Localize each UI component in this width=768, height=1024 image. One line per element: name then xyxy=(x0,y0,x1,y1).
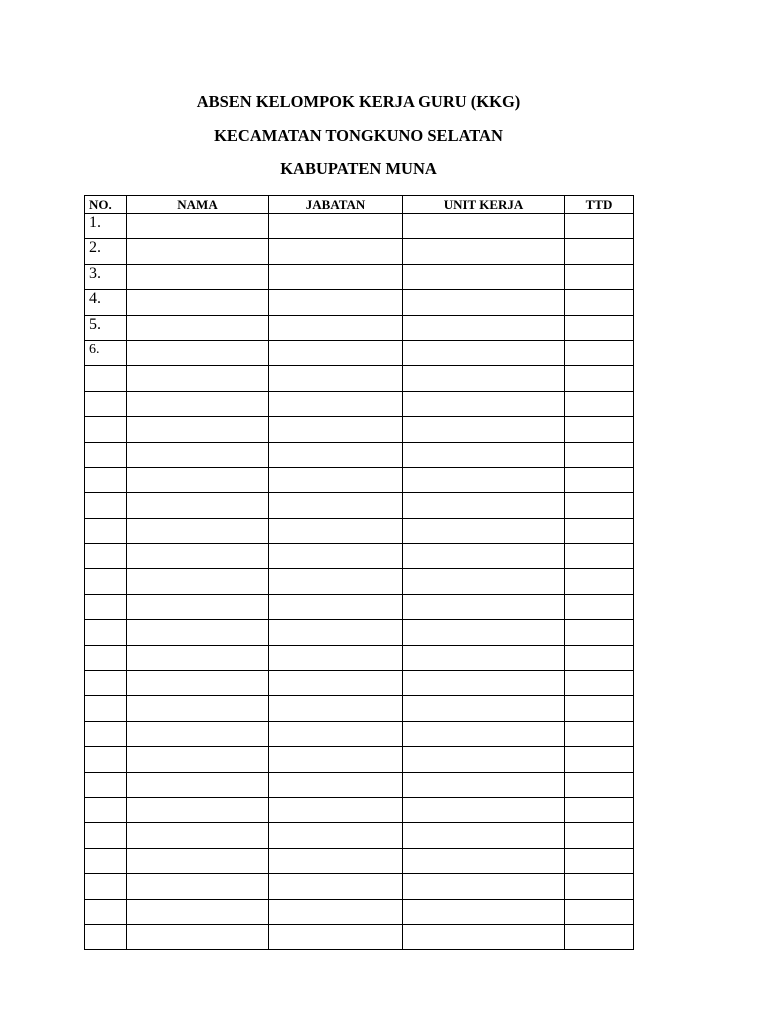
unit-kerja-cell xyxy=(403,620,565,645)
jabatan-cell xyxy=(269,594,403,619)
table-row xyxy=(85,417,634,442)
row-number-cell xyxy=(85,594,127,619)
row-number-cell xyxy=(85,544,127,569)
nama-cell xyxy=(127,239,269,264)
jabatan-cell xyxy=(269,239,403,264)
nama-cell xyxy=(127,696,269,721)
table-row xyxy=(85,340,634,365)
unit-kerja-cell xyxy=(403,721,565,746)
header-unit-kerja: UNIT KERJA xyxy=(403,196,565,214)
row-number-cell xyxy=(85,747,127,772)
nama-cell xyxy=(127,340,269,365)
jabatan-cell xyxy=(269,417,403,442)
row-number-cell xyxy=(85,391,127,416)
jabatan-cell xyxy=(269,772,403,797)
ttd-cell xyxy=(565,620,634,645)
ttd-cell xyxy=(565,290,634,315)
unit-kerja-cell xyxy=(403,899,565,924)
nama-cell xyxy=(127,671,269,696)
table-row xyxy=(85,696,634,721)
attendance-table xyxy=(84,195,634,950)
unit-kerja-cell xyxy=(403,340,565,365)
header-no: NO. xyxy=(85,196,127,214)
header-nama: NAMA xyxy=(127,196,269,214)
table-row xyxy=(85,544,634,569)
unit-kerja-cell xyxy=(403,442,565,467)
header-ttd: TTD xyxy=(565,196,634,214)
jabatan-cell xyxy=(269,899,403,924)
jabatan-cell xyxy=(269,264,403,289)
unit-kerja-cell xyxy=(403,290,565,315)
ttd-cell xyxy=(565,214,634,239)
unit-kerja-cell xyxy=(403,645,565,670)
header-row xyxy=(85,196,634,214)
table-row xyxy=(85,645,634,670)
row-number-cell xyxy=(85,721,127,746)
nama-cell xyxy=(127,214,269,239)
table-row xyxy=(85,797,634,822)
ttd-cell xyxy=(565,493,634,518)
nama-cell xyxy=(127,518,269,543)
row-number-cell xyxy=(85,874,127,899)
nama-cell xyxy=(127,645,269,670)
row-number-cell: 5. xyxy=(85,315,127,340)
unit-kerja-cell xyxy=(403,772,565,797)
table-row xyxy=(85,772,634,797)
jabatan-cell xyxy=(269,747,403,772)
nama-cell xyxy=(127,366,269,391)
table-row xyxy=(85,899,634,924)
table-row xyxy=(85,594,634,619)
unit-kerja-cell xyxy=(403,594,565,619)
table-row xyxy=(85,620,634,645)
row-number-cell xyxy=(85,467,127,492)
row-number-cell xyxy=(85,493,127,518)
row-number-cell: 2. xyxy=(85,239,127,264)
nama-cell xyxy=(127,467,269,492)
nama-cell xyxy=(127,848,269,873)
unit-kerja-cell xyxy=(403,518,565,543)
unit-kerja-cell xyxy=(403,315,565,340)
nama-cell xyxy=(127,417,269,442)
jabatan-cell xyxy=(269,467,403,492)
jabatan-cell xyxy=(269,214,403,239)
table-row xyxy=(85,467,634,492)
ttd-cell xyxy=(565,239,634,264)
row-number-cell xyxy=(85,924,127,949)
nama-cell xyxy=(127,620,269,645)
nama-cell xyxy=(127,391,269,416)
jabatan-cell xyxy=(269,671,403,696)
ttd-cell xyxy=(565,467,634,492)
unit-kerja-cell xyxy=(403,366,565,391)
table-row xyxy=(85,264,634,289)
row-number-cell: 4. xyxy=(85,290,127,315)
table-row xyxy=(85,214,634,239)
table-row xyxy=(85,442,634,467)
table-row xyxy=(85,924,634,949)
jabatan-cell xyxy=(269,290,403,315)
ttd-cell xyxy=(565,645,634,670)
nama-cell xyxy=(127,544,269,569)
row-number-cell: 3. xyxy=(85,264,127,289)
jabatan-cell xyxy=(269,924,403,949)
unit-kerja-cell xyxy=(403,747,565,772)
unit-kerja-cell xyxy=(403,671,565,696)
nama-cell xyxy=(127,874,269,899)
unit-kerja-cell xyxy=(403,467,565,492)
jabatan-cell xyxy=(269,391,403,416)
unit-kerja-cell xyxy=(403,544,565,569)
table-row xyxy=(85,290,634,315)
nama-cell xyxy=(127,290,269,315)
ttd-cell xyxy=(565,518,634,543)
ttd-cell xyxy=(565,696,634,721)
nama-cell xyxy=(127,924,269,949)
unit-kerja-cell xyxy=(403,569,565,594)
unit-kerja-cell xyxy=(403,239,565,264)
nama-cell xyxy=(127,797,269,822)
jabatan-cell xyxy=(269,823,403,848)
table-row xyxy=(85,848,634,873)
ttd-cell xyxy=(565,721,634,746)
table-row xyxy=(85,518,634,543)
title-block xyxy=(84,92,633,193)
row-number-cell xyxy=(85,696,127,721)
ttd-cell xyxy=(565,848,634,873)
jabatan-cell xyxy=(269,315,403,340)
unit-kerja-cell xyxy=(403,797,565,822)
jabatan-cell xyxy=(269,518,403,543)
unit-kerja-cell xyxy=(403,874,565,899)
table-row xyxy=(85,366,634,391)
row-number-cell xyxy=(85,518,127,543)
row-number-cell xyxy=(85,620,127,645)
unit-kerja-cell xyxy=(403,214,565,239)
row-number-cell xyxy=(85,899,127,924)
ttd-cell xyxy=(565,569,634,594)
unit-kerja-cell xyxy=(403,924,565,949)
document-subtitle-regency: KABUPATEN MUNA xyxy=(280,159,437,178)
table-row xyxy=(85,671,634,696)
document-title: ABSEN KELOMPOK KERJA GURU (KKG) xyxy=(196,92,521,111)
jabatan-cell xyxy=(269,797,403,822)
nama-cell xyxy=(127,772,269,797)
row-number-cell xyxy=(85,823,127,848)
row-number-cell xyxy=(85,366,127,391)
jabatan-cell xyxy=(269,696,403,721)
ttd-cell xyxy=(565,747,634,772)
ttd-cell xyxy=(565,823,634,848)
row-number-cell xyxy=(85,417,127,442)
nama-cell xyxy=(127,442,269,467)
row-number-cell: 6. xyxy=(85,340,127,365)
row-number-cell xyxy=(85,671,127,696)
jabatan-cell xyxy=(269,874,403,899)
jabatan-cell xyxy=(269,366,403,391)
jabatan-cell xyxy=(269,569,403,594)
unit-kerja-cell xyxy=(403,493,565,518)
table-row xyxy=(85,391,634,416)
unit-kerja-cell xyxy=(403,264,565,289)
ttd-cell xyxy=(565,874,634,899)
ttd-cell xyxy=(565,315,634,340)
unit-kerja-cell xyxy=(403,823,565,848)
jabatan-cell xyxy=(269,620,403,645)
unit-kerja-cell xyxy=(403,848,565,873)
table-row xyxy=(85,239,634,264)
ttd-cell xyxy=(565,264,634,289)
row-number-cell xyxy=(85,797,127,822)
unit-kerja-cell xyxy=(403,696,565,721)
nama-cell xyxy=(127,899,269,924)
nama-cell xyxy=(127,569,269,594)
ttd-cell xyxy=(565,391,634,416)
row-number-cell xyxy=(85,772,127,797)
ttd-cell xyxy=(565,924,634,949)
table-row xyxy=(85,315,634,340)
jabatan-cell xyxy=(269,544,403,569)
row-number-cell xyxy=(85,645,127,670)
unit-kerja-cell xyxy=(403,391,565,416)
header-jabatan: JABATAN xyxy=(269,196,403,214)
nama-cell xyxy=(127,315,269,340)
table-row xyxy=(85,874,634,899)
ttd-cell xyxy=(565,366,634,391)
ttd-cell xyxy=(565,340,634,365)
nama-cell xyxy=(127,747,269,772)
table-row xyxy=(85,747,634,772)
attendance-table-header xyxy=(85,196,634,214)
table-row xyxy=(85,721,634,746)
row-number-cell xyxy=(85,848,127,873)
table-row xyxy=(85,569,634,594)
unit-kerja-cell xyxy=(403,417,565,442)
jabatan-cell xyxy=(269,721,403,746)
ttd-cell xyxy=(565,544,634,569)
attendance-table-body xyxy=(85,214,634,950)
table-row xyxy=(85,823,634,848)
nama-cell xyxy=(127,823,269,848)
nama-cell xyxy=(127,493,269,518)
jabatan-cell xyxy=(269,493,403,518)
ttd-cell xyxy=(565,772,634,797)
ttd-cell xyxy=(565,899,634,924)
ttd-cell xyxy=(565,797,634,822)
ttd-cell xyxy=(565,671,634,696)
ttd-cell xyxy=(565,594,634,619)
row-number-cell xyxy=(85,442,127,467)
document-subtitle-district: KECAMATAN TONGKUNO SELATAN xyxy=(214,125,503,145)
table-row xyxy=(85,493,634,518)
jabatan-cell xyxy=(269,442,403,467)
ttd-cell xyxy=(565,442,634,467)
nama-cell xyxy=(127,721,269,746)
ttd-cell xyxy=(565,417,634,442)
row-number-cell xyxy=(85,569,127,594)
nama-cell xyxy=(127,594,269,619)
nama-cell xyxy=(127,264,269,289)
jabatan-cell xyxy=(269,848,403,873)
row-number-cell: 1. xyxy=(85,214,127,239)
jabatan-cell xyxy=(269,645,403,670)
jabatan-cell xyxy=(269,340,403,365)
